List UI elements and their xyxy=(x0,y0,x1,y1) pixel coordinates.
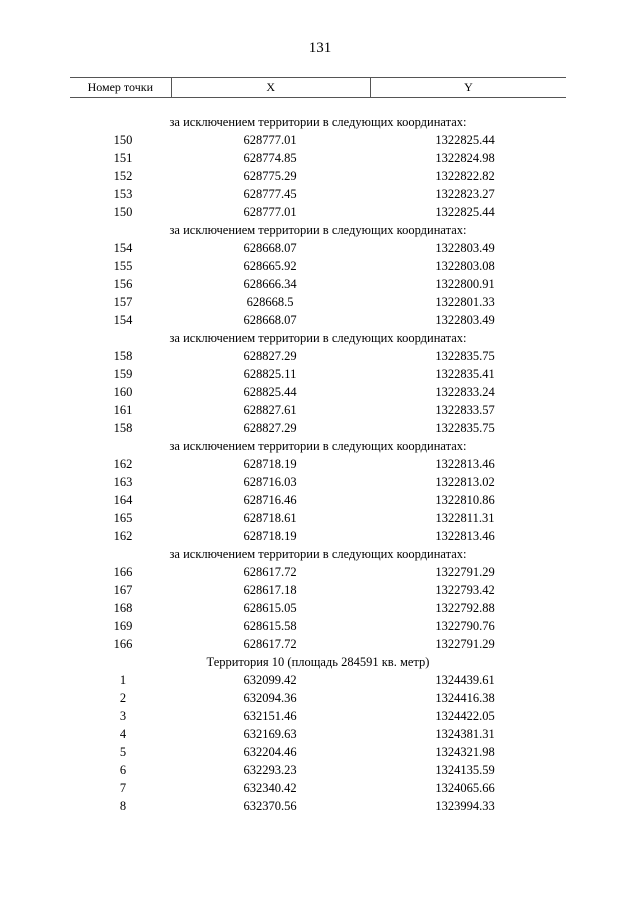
x-coordinate-cell: 628825.44 xyxy=(243,385,297,399)
y-coordinate-cell: 1322791.29 xyxy=(435,637,495,651)
point-number-cell: 157 xyxy=(113,295,133,309)
y-coordinate-cell: 1322835.41 xyxy=(435,367,495,381)
x-coordinate-cell: 632169.63 xyxy=(243,727,297,741)
x-coordinate-cell: 628666.34 xyxy=(243,277,297,291)
y-coordinate-cell: 1322823.27 xyxy=(435,187,495,201)
table-row xyxy=(70,527,566,545)
y-coordinate-cell: 1322833.57 xyxy=(435,403,495,417)
header-y: Y xyxy=(370,78,566,97)
x-coordinate-cell: 628718.61 xyxy=(243,511,297,525)
table-row xyxy=(70,779,566,797)
y-coordinate-cell: 1324416.38 xyxy=(435,691,495,705)
y-coordinate-cell: 1322825.44 xyxy=(435,205,495,219)
x-coordinate-cell: 632340.42 xyxy=(243,781,297,795)
y-coordinate-cell: 1322813.46 xyxy=(435,457,495,471)
table-row xyxy=(70,743,566,761)
point-number-cell: 2 xyxy=(119,691,127,705)
x-coordinate-cell: 632151.46 xyxy=(243,709,297,723)
y-coordinate-cell: 1322803.08 xyxy=(435,259,495,273)
table-row xyxy=(70,725,566,743)
point-number-cell: 164 xyxy=(113,493,133,507)
point-number-cell: 162 xyxy=(113,457,133,471)
table-row xyxy=(70,293,566,311)
point-number-cell: 160 xyxy=(113,385,133,399)
x-coordinate-cell: 628617.72 xyxy=(243,565,297,579)
y-coordinate-cell: 1322790.76 xyxy=(435,619,495,633)
header-point-number: Номер точки xyxy=(87,80,153,94)
x-coordinate-cell: 632094.36 xyxy=(243,691,297,705)
x-coordinate-cell: 628827.29 xyxy=(243,349,297,363)
x-coordinate-cell: 628827.29 xyxy=(243,421,297,435)
point-number-cell: 156 xyxy=(113,277,133,291)
table-row xyxy=(70,365,566,383)
coordinates-table xyxy=(70,77,566,815)
y-coordinate-cell: 1322833.24 xyxy=(435,385,495,399)
x-coordinate-cell: 628777.45 xyxy=(243,187,297,201)
point-number-cell: 154 xyxy=(113,241,133,255)
x-coordinate-cell: 628617.72 xyxy=(243,637,297,651)
x-coordinate-cell: 632370.56 xyxy=(243,799,297,813)
x-coordinate-cell: 628716.46 xyxy=(243,493,297,507)
section-label: за исключением территории в следующих координатах: xyxy=(169,547,467,561)
table-row xyxy=(70,671,566,689)
table-row xyxy=(70,491,566,509)
y-coordinate-cell: 1322835.75 xyxy=(435,349,495,363)
table-row xyxy=(70,455,566,473)
y-coordinate-cell: 1324422.05 xyxy=(435,709,495,723)
point-number-cell: 150 xyxy=(113,205,133,219)
x-coordinate-cell: 628775.29 xyxy=(243,169,297,183)
y-coordinate-cell: 1324439.61 xyxy=(435,673,495,687)
y-coordinate-cell: 1322791.29 xyxy=(435,565,495,579)
x-coordinate-cell: 628777.01 xyxy=(243,205,297,219)
table-row xyxy=(70,635,566,653)
table-header xyxy=(70,77,566,98)
point-number-cell: 167 xyxy=(113,583,133,597)
point-number-cell: 166 xyxy=(113,565,133,579)
table-row xyxy=(70,167,566,185)
y-coordinate-cell: 1322824.98 xyxy=(435,151,495,165)
table-row xyxy=(70,347,566,365)
table-row xyxy=(70,185,566,203)
table-row xyxy=(70,203,566,221)
x-coordinate-cell: 628668.07 xyxy=(243,241,297,255)
table-row xyxy=(70,689,566,707)
x-coordinate-cell: 628718.19 xyxy=(243,529,297,543)
table-row xyxy=(70,257,566,275)
x-coordinate-cell: 628716.03 xyxy=(243,475,297,489)
y-coordinate-cell: 1322803.49 xyxy=(435,313,495,327)
table-row xyxy=(70,581,566,599)
point-number-cell: 153 xyxy=(113,187,133,201)
point-number-cell: 166 xyxy=(113,637,133,651)
table-row xyxy=(70,599,566,617)
table-row xyxy=(70,419,566,437)
y-coordinate-cell: 1323994.33 xyxy=(435,799,495,813)
point-number-cell: 159 xyxy=(113,367,133,381)
table-row xyxy=(70,563,566,581)
point-number-cell: 5 xyxy=(119,745,127,759)
x-coordinate-cell: 628825.11 xyxy=(243,367,297,381)
point-number-cell: 1 xyxy=(119,673,127,687)
x-coordinate-cell: 628774.85 xyxy=(243,151,297,165)
x-coordinate-cell: 628777.01 xyxy=(243,133,297,147)
y-coordinate-cell: 1322813.46 xyxy=(435,529,495,543)
section-label: за исключением территории в следующих координатах: xyxy=(169,223,467,237)
x-coordinate-cell: 628615.05 xyxy=(243,601,297,615)
x-coordinate-cell: 628665.92 xyxy=(243,259,297,273)
point-number-cell: 163 xyxy=(113,475,133,489)
table-row xyxy=(70,149,566,167)
y-coordinate-cell: 1322800.91 xyxy=(435,277,495,291)
table-row xyxy=(70,239,566,257)
table-row xyxy=(70,473,566,491)
point-number-cell: 169 xyxy=(113,619,133,633)
table-row xyxy=(70,383,566,401)
point-number-cell: 8 xyxy=(119,799,127,813)
x-coordinate-cell: 628718.19 xyxy=(243,457,297,471)
y-coordinate-cell: 1322810.86 xyxy=(435,493,495,507)
y-coordinate-cell: 1324065.66 xyxy=(435,781,495,795)
point-number-cell: 152 xyxy=(113,169,133,183)
point-number-cell: 168 xyxy=(113,601,133,615)
x-coordinate-cell: 628668.5 xyxy=(246,295,294,309)
section-label: Территория 10 (площадь 284591 кв. метр) xyxy=(206,655,430,669)
header-x: X xyxy=(171,78,370,97)
point-number-cell: 4 xyxy=(119,727,127,741)
table-row xyxy=(70,131,566,149)
table-row xyxy=(70,707,566,725)
point-number-cell: 6 xyxy=(119,763,127,777)
x-coordinate-cell: 628827.61 xyxy=(243,403,297,417)
point-number-cell: 158 xyxy=(113,421,133,435)
y-coordinate-cell: 1322801.33 xyxy=(435,295,495,309)
table-row xyxy=(70,761,566,779)
table-body xyxy=(70,113,566,815)
point-number-cell: 3 xyxy=(119,709,127,723)
point-number-cell: 7 xyxy=(119,781,127,795)
x-coordinate-cell: 628617.18 xyxy=(243,583,297,597)
y-coordinate-cell: 1324321.98 xyxy=(435,745,495,759)
y-coordinate-cell: 1322792.88 xyxy=(435,601,495,615)
point-number-cell: 155 xyxy=(113,259,133,273)
point-number-cell: 154 xyxy=(113,313,133,327)
y-coordinate-cell: 1322811.31 xyxy=(435,511,495,525)
y-coordinate-cell: 1322803.49 xyxy=(435,241,495,255)
point-number-cell: 158 xyxy=(113,349,133,363)
section-label: за исключением территории в следующих координатах: xyxy=(169,115,467,129)
y-coordinate-cell: 1324135.59 xyxy=(435,763,495,777)
y-coordinate-cell: 1322822.82 xyxy=(435,169,495,183)
y-coordinate-cell: 1322835.75 xyxy=(435,421,495,435)
x-coordinate-cell: 632293.23 xyxy=(243,763,297,777)
table-row xyxy=(70,797,566,815)
table-row xyxy=(70,509,566,527)
table-row xyxy=(70,275,566,293)
section-label: за исключением территории в следующих координатах: xyxy=(169,439,467,453)
x-coordinate-cell: 632099.42 xyxy=(243,673,297,687)
point-number-cell: 150 xyxy=(113,133,133,147)
page-number: 131 xyxy=(308,40,332,56)
point-number-cell: 151 xyxy=(113,151,133,165)
point-number-cell: 162 xyxy=(113,529,133,543)
x-coordinate-cell: 628615.58 xyxy=(243,619,297,633)
x-coordinate-cell: 628668.07 xyxy=(243,313,297,327)
y-coordinate-cell: 1324381.31 xyxy=(435,727,495,741)
point-number-cell: 165 xyxy=(113,511,133,525)
header-gap xyxy=(70,98,566,113)
table-row xyxy=(70,311,566,329)
x-coordinate-cell: 632204.46 xyxy=(243,745,297,759)
table-row xyxy=(70,617,566,635)
y-coordinate-cell: 1322793.42 xyxy=(435,583,495,597)
section-label: за исключением территории в следующих координатах: xyxy=(169,331,467,345)
y-coordinate-cell: 1322813.02 xyxy=(435,475,495,489)
y-coordinate-cell: 1322825.44 xyxy=(435,133,495,147)
point-number-cell: 161 xyxy=(113,403,133,417)
table-row xyxy=(70,401,566,419)
